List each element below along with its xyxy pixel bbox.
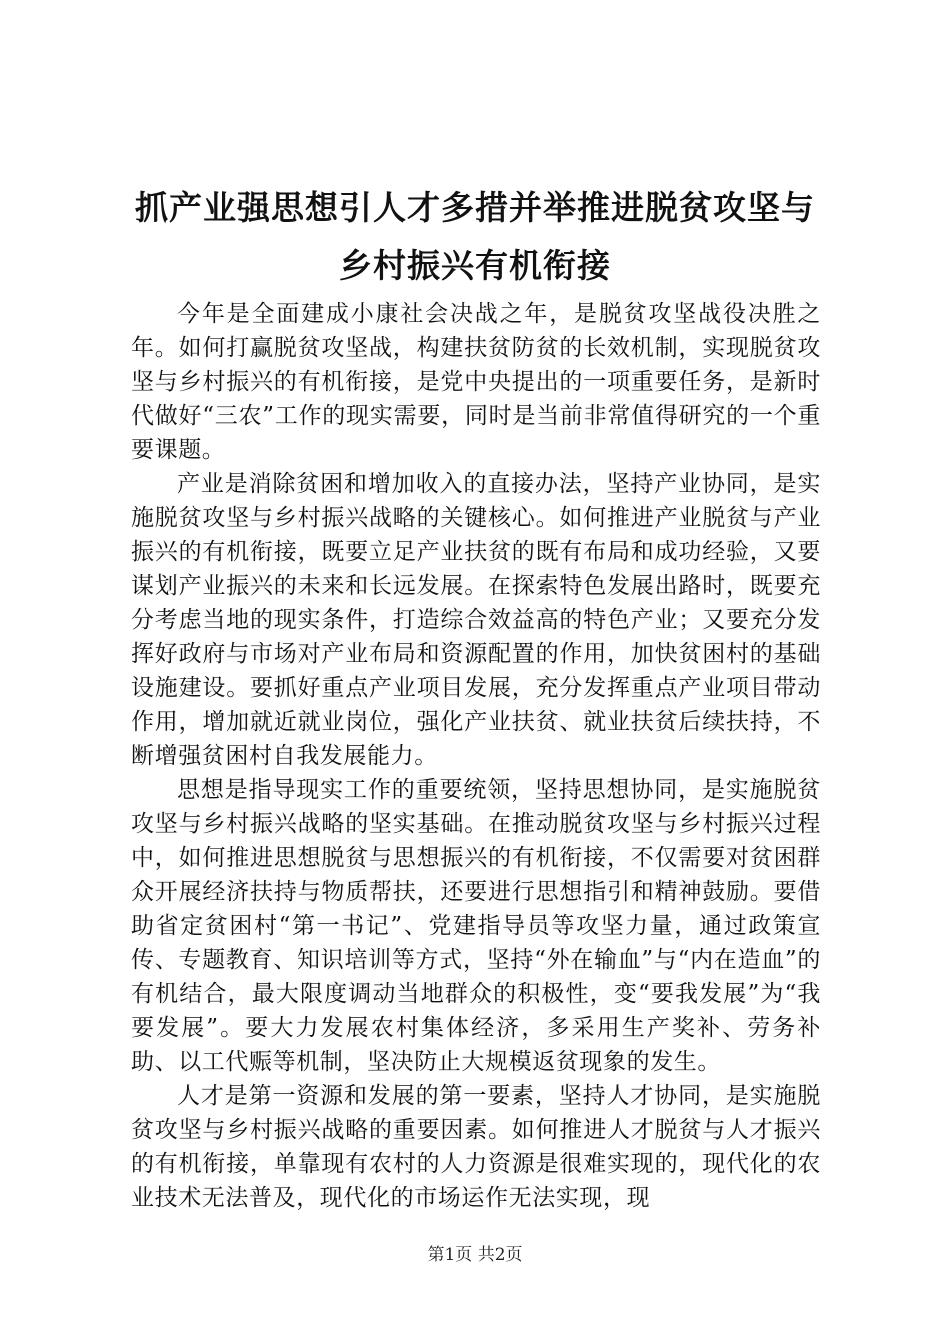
- document-title-line-1: 抓产业强思想引人才多措并举推进脱贫攻坚与: [135, 188, 815, 227]
- document-body: [131, 297, 821, 1215]
- page-number-footer: 第1页 共2页: [427, 1245, 523, 1265]
- paragraph-1: 今年是全面建成小康社会决战之年，是脱贫攻坚战役决胜之年。如何打赢脱贫攻坚战，构建扶贫防贫的长效机制，实现脱贫攻坚与乡村振兴的有机衔接，是党中央提出的一项重要任务，是新时代做好“三农”工作的现实需要，同时是当前非常值得研究的一个重要课题。: [131, 301, 821, 463]
- paragraph-3: 思想是指导现实工作的重要统领，坚持思想协同，是实施脱贫攻坚与乡村振兴战略的坚实基础。在推动脱贫攻坚与乡村振兴过程中，如何推进思想脱贫与思想振兴的有机衔接，不仅需要对贫困群众开展经济扶持与物质帮扶，还要进行思想指引和精神鼓励。要借助省定贫困村“第一书记”、党建指导员等攻坚力量，通过政策宣传、专题教育、知识培训等方式，坚持“外在输血”与“内在造血”的有机结合，最大限度调动当地群众的积极性，变“要我发展”为“我要发展”。要大力发展农村集体经济，多采用生产奖补、劳务补助、以工代赈等机制，坚决防止大规模返贫现象的发生。: [131, 777, 821, 1075]
- paragraph-2: 产业是消除贫困和增加收入的直接办法，坚持产业协同，是实施脱贫攻坚与乡村振兴战略的关键核心。如何推进产业脱贫与产业振兴的有机衔接，既要立足产业扶贫的既有布局和成功经验，又要谋划产业振兴的未来和长远发展。在探索特色发展出路时，既要充分考虑当地的现实条件，打造综合效益高的特色产业；又要充分发挥好政府与市场对产业布局和资源配置的作用，加快贫困村的基础设施建设。要抓好重点产业项目发展，充分发挥重点产业项目带动作用，增加就近就业岗位，强化产业扶贫、就业扶贫后续扶持，不断增强贫困村自我发展能力。: [131, 471, 821, 769]
- paragraph-4: 人才是第一资源和发展的第一要素，坚持人才协同，是实施脱贫攻坚与乡村振兴战略的重要因素。如何推进人才脱贫与人才振兴的有机衔接，单靠现有农村的人力资源是很难实现的，现代化的农业技术无法普及，现代化的市场运作无法实现，现: [131, 1083, 821, 1211]
- document-title-line-2: 乡村振兴有机衔接: [339, 246, 611, 285]
